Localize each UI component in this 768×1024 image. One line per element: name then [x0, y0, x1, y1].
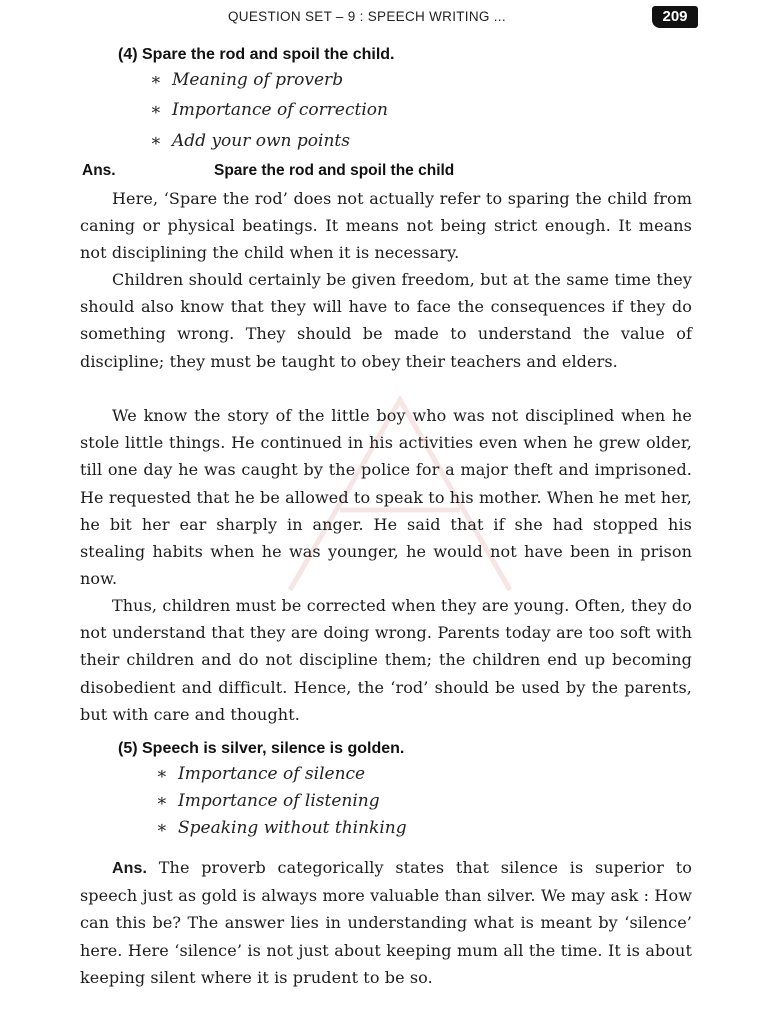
q5-bullet-1 [156, 764, 365, 784]
bullet-text: Importance of correction [172, 100, 388, 120]
q4-paragraph-4: Thus, children must be corrected when they are young. Often, they do not understand that they are doing wrong. Parents today are too soft with their children and do not discipline them; the children end up becoming disobedient and difficult. Hence, the ‘rod’ should be used by the parents, but with care and thought. [80, 596, 692, 724]
bullet-text: Add your own points [172, 131, 350, 151]
asterisk-icon: ∗ [150, 100, 162, 120]
q4-paragraph-2: Children should certainly be given freedom, but at the same time they should also know that they will have to face the consequences if they do something wrong. They should be made to understand the value of discipline; they must be taught to obey their teachers and elders. [80, 270, 692, 371]
q4-bullet-3 [150, 131, 350, 151]
bullet-text: Meaning of proverb [172, 70, 344, 90]
q4-bullet-2 [150, 100, 388, 120]
q5-bullet-3 [156, 818, 407, 838]
bullet-text: Importance of silence [178, 764, 366, 784]
q5-answer-paragraph [80, 854, 692, 991]
asterisk-icon: ∗ [150, 70, 162, 90]
running-header [0, 6, 768, 32]
q5-ans-label: Ans. [112, 860, 148, 877]
q5-bullet-2 [156, 791, 380, 811]
bullet-text: Importance of listening [178, 791, 380, 811]
page-number: 209 [652, 6, 698, 28]
bullet-text: Speaking without thinking [178, 818, 407, 838]
asterisk-icon: ∗ [156, 818, 168, 838]
asterisk-icon: ∗ [156, 764, 168, 784]
q4-ans-label: Ans. [82, 162, 116, 179]
asterisk-icon: ∗ [150, 131, 162, 151]
header-title: QUESTION SET – 9 : SPEECH WRITING ... [228, 9, 506, 24]
q4-bullet-1 [150, 70, 343, 90]
asterisk-icon: ∗ [156, 791, 168, 811]
q4-ans-heading: Spare the rod and spoil the child [214, 162, 455, 179]
question-5-title: (5) Speech is silver, silence is golden. [118, 740, 405, 757]
q4-paragraph-3: We know the story of the little boy who was not disciplined when he stole little things. He continued in his activities even when he grew older, till one day he was caught by the police for a major theft and imprisoned. He requested that he be allowed to speak to his mother. When he met her, he bit her ear sharply in anger. He said that if she had stopped his stealing habits when he was younger, he would not have been in prison now. [80, 406, 692, 589]
q5-ans-text: The proverb categorically states that silence is superior to speech just as gold is always more valuable than silver. We may ask : How can this be? The answer lies in understanding what is meant by ‘silence’ here. Here ‘silence’ is not just about keeping mum all the time. It is about keeping silent where it is prudent to be so. [80, 858, 692, 987]
question-4-title: (4) Spare the rod and spoil the child. [118, 46, 395, 63]
q4-paragraph-1: Here, ‘Spare the rod’ does not actually refer to sparing the child from caning or physical beatings. It means not being strict enough. It means not disciplining the child when it is necessary. [80, 189, 692, 263]
